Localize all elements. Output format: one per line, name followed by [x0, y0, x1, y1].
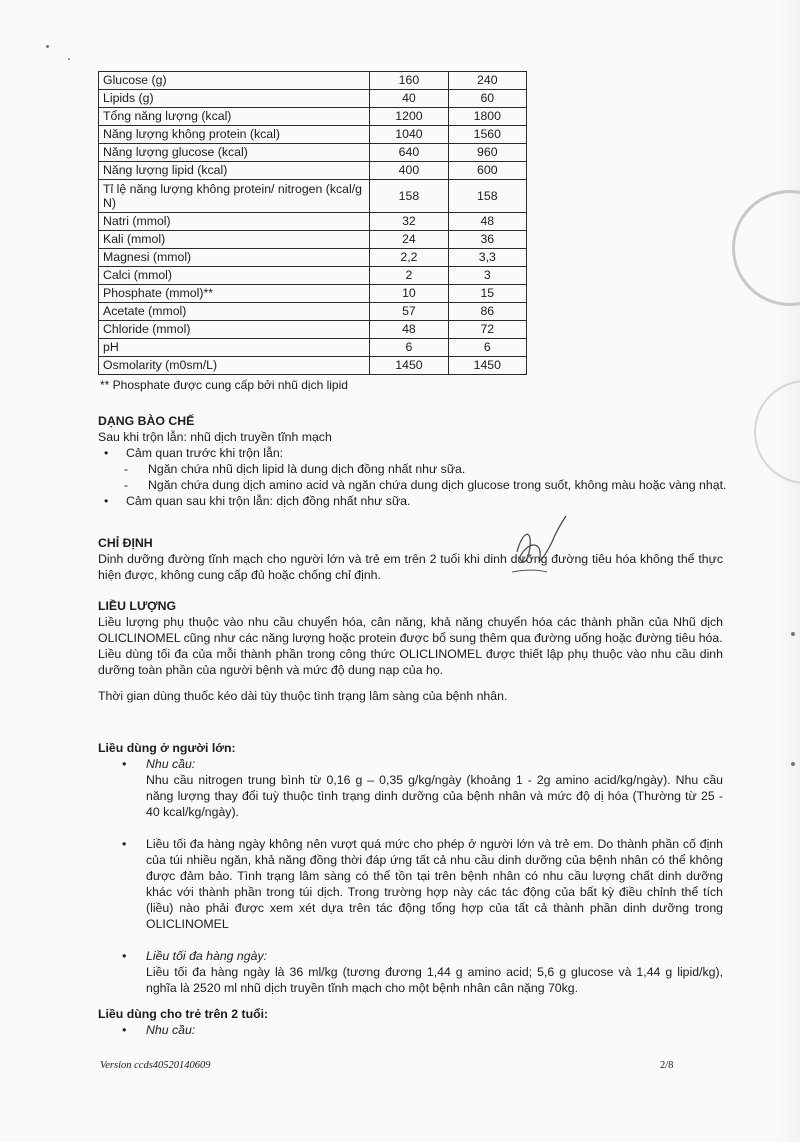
subsection-heading: Liều dùng cho trẻ trên 2 tuổi: [98, 1007, 269, 1021]
value-col-1: 40 [370, 90, 448, 108]
paragraph: Sau khi trộn lẫn: nhũ dịch truyền tĩnh mạch [98, 430, 332, 444]
row-label: Natri (mmol) [99, 213, 370, 231]
value-col-1: 48 [370, 321, 448, 339]
value-col-2: 15 [448, 285, 526, 303]
footer-page-number: 2/8 [660, 1060, 674, 1071]
stamp-seal-partial [754, 380, 800, 484]
value-col-1: 6 [370, 339, 448, 357]
table-row [99, 249, 527, 267]
value-col-1: 32 [370, 213, 448, 231]
section-nguoi-lon [98, 740, 723, 996]
table-row [99, 285, 527, 303]
subsection-heading: Liều dùng ở người lớn: [98, 741, 236, 755]
bullet-item: • Cảm quan trước khi trộn lẫn: [98, 445, 738, 461]
paragraph: Liều dùng tối đa của mỗi thành phần trong công thức OLICLINOMEL được thiết lập phụ thuộc vào nhu cầu dinh dưỡng toàn phần của người bệnh và mức độ dung nạp của họ. [98, 647, 723, 677]
section-chi-dinh [98, 535, 723, 583]
value-col-1: 1040 [370, 126, 448, 144]
value-col-2: 1800 [448, 108, 526, 126]
row-label: Magnesi (mmol) [99, 249, 370, 267]
paragraph: Dinh dưỡng đường tĩnh mạch cho người lớn và trẻ em trên 2 tuổi khi dinh dưỡng đường tiêu hóa không thể thực hiện được, không cung cấp đủ hoặc chống chỉ định. [98, 552, 723, 582]
scan-edge-shadow [772, 0, 800, 1142]
table-row [99, 303, 527, 321]
value-col-1: 158 [370, 180, 448, 213]
table-row [99, 162, 527, 180]
table-row [99, 339, 527, 357]
paragraph: Liều tối đa hàng ngày là 36 ml/kg (tương đương 1,44 g amino acid; 5,6 g glucose và 1,44 g lipid/kg), nghĩa là 2520 ml nhũ dịch truyền tĩnh mạch cho một bệnh nhân cân nặng 70kg. [146, 965, 723, 995]
scan-speck [791, 632, 795, 636]
row-label: Glucose (g) [99, 72, 370, 90]
row-label: Tỉ lệ năng lượng không protein/ nitrogen (kcal/g N) [99, 180, 370, 213]
scan-speck [791, 762, 795, 766]
row-label: Năng lượng glucose (kcal) [99, 144, 370, 162]
value-col-1: 160 [370, 72, 448, 90]
section-heading: CHỈ ĐỊNH [98, 536, 153, 550]
bullet-title: • Liều tối đa hàng ngày: [98, 948, 723, 964]
bullet-title: • Nhu cầu: [98, 756, 723, 772]
row-label: Lipids (g) [99, 90, 370, 108]
table-row [99, 72, 527, 90]
value-col-1: 2 [370, 267, 448, 285]
row-label: Tổng năng lượng (kcal) [99, 108, 370, 126]
table-row [99, 357, 527, 375]
bullet-item: • Liều tối đa hàng ngày không nên vượt quá mức cho phép ở người lớn và trẻ em. Do thành phần cố định của túi nhiều ngăn, khả năng đồng thời đáp ứng tất cả nhu cầu dinh dưỡng của bệnh nhân có thể không được đảm bảo. Tình trạng lâm sàng có thể tồn tại trên bệnh nhân có nhu cầu lượng chất dinh dưỡng khác với thành phần trong túi dịch. Trong trường hợp này các tác động của bất kỳ điều chỉnh thể tích (liều) nào phải được xem xét dựa trên tác động tổng hợp của tất cả thành phần dinh dưỡng trong OLICLINOMEL [98, 836, 723, 932]
row-label: Năng lượng lipid (kcal) [99, 162, 370, 180]
value-col-2: 3 [448, 267, 526, 285]
value-col-2: 3,3 [448, 249, 526, 267]
table-row [99, 321, 527, 339]
scan-speck [46, 45, 49, 48]
value-col-2: 60 [448, 90, 526, 108]
row-label: pH [99, 339, 370, 357]
section-dang-bao-che [98, 413, 738, 509]
table-row [99, 267, 527, 285]
value-col-2: 158 [448, 180, 526, 213]
row-label: Calci (mmol) [99, 267, 370, 285]
footer-version: Version ccds40520140609 [100, 1060, 211, 1071]
nutrition-table [98, 71, 527, 375]
table-footnote: ** Phosphate được cung cấp bởi nhũ dịch lipid [100, 378, 348, 392]
paragraph: Thời gian dùng thuốc kéo dài tùy thuộc tình trạng lâm sàng của bệnh nhân. [98, 689, 508, 703]
table-row [99, 180, 527, 213]
value-col-2: 600 [448, 162, 526, 180]
scan-speck [68, 58, 70, 60]
value-col-1: 1200 [370, 108, 448, 126]
bullet-title: • Nhu cầu: [98, 1022, 738, 1038]
value-col-1: 640 [370, 144, 448, 162]
value-col-1: 2,2 [370, 249, 448, 267]
row-label: Phosphate (mmol)** [99, 285, 370, 303]
value-col-2: 1560 [448, 126, 526, 144]
stamp-seal [732, 190, 800, 306]
value-col-2: 6 [448, 339, 526, 357]
value-col-2: 1450 [448, 357, 526, 375]
bullet-item: • Cảm quan sau khi trộn lẫn: dịch đồng nhất như sữa. [98, 493, 738, 509]
value-col-2: 86 [448, 303, 526, 321]
dash-item: - Ngăn chứa dung dịch amino acid và ngăn chứa dung dịch glucose trong suốt, không màu hoặc vàng nhạt. [98, 477, 728, 493]
value-col-2: 240 [448, 72, 526, 90]
value-col-2: 72 [448, 321, 526, 339]
value-col-1: 1450 [370, 357, 448, 375]
handwritten-signature [492, 512, 572, 582]
table-row [99, 126, 527, 144]
table-row [99, 108, 527, 126]
section-heading: LIỀU LƯỢNG [98, 599, 177, 613]
row-label: Kali (mmol) [99, 231, 370, 249]
value-col-2: 36 [448, 231, 526, 249]
dash-item: - Ngăn chứa nhũ dịch lipid là dung dịch đồng nhất như sữa. [98, 461, 738, 477]
section-tre-em [98, 1006, 738, 1038]
value-col-1: 400 [370, 162, 448, 180]
value-col-1: 24 [370, 231, 448, 249]
value-col-2: 48 [448, 213, 526, 231]
section-heading: DẠNG BÀO CHẾ [98, 414, 195, 428]
value-col-1: 10 [370, 285, 448, 303]
table-row [99, 231, 527, 249]
value-col-1: 57 [370, 303, 448, 321]
row-label: Acetate (mmol) [99, 303, 370, 321]
row-label: Năng lượng không protein (kcal) [99, 126, 370, 144]
row-label: Osmolarity (m0sm/L) [99, 357, 370, 375]
value-col-2: 960 [448, 144, 526, 162]
row-label: Chloride (mmol) [99, 321, 370, 339]
table-row [99, 213, 527, 231]
table-row [99, 90, 527, 108]
paragraph: Liều lượng phụ thuộc vào nhu cầu chuyển hóa, cân năng, khả năng chuyển hóa các thành phần của Nhũ dịch OLICLINOMEL cũng như các năng lượng hoặc protein được bổ sung thêm qua đường uống hoặc đường tiêu hóa. [98, 615, 723, 645]
table-row [99, 144, 527, 162]
section-lieu-luong [98, 598, 723, 704]
paragraph: Nhu cầu nitrogen trung bình từ 0,16 g – 0,35 g/kg/ngày (khoảng 1 - 2g amino acid/kg/ngày). Nhu cầu năng lượng thay đổi tuỳ thuộc tình trạng dinh dưỡng của bệnh nhân và mức độ dị hóa (Thường từ 25 - 40 kcal/kg/ngày). [146, 773, 723, 819]
